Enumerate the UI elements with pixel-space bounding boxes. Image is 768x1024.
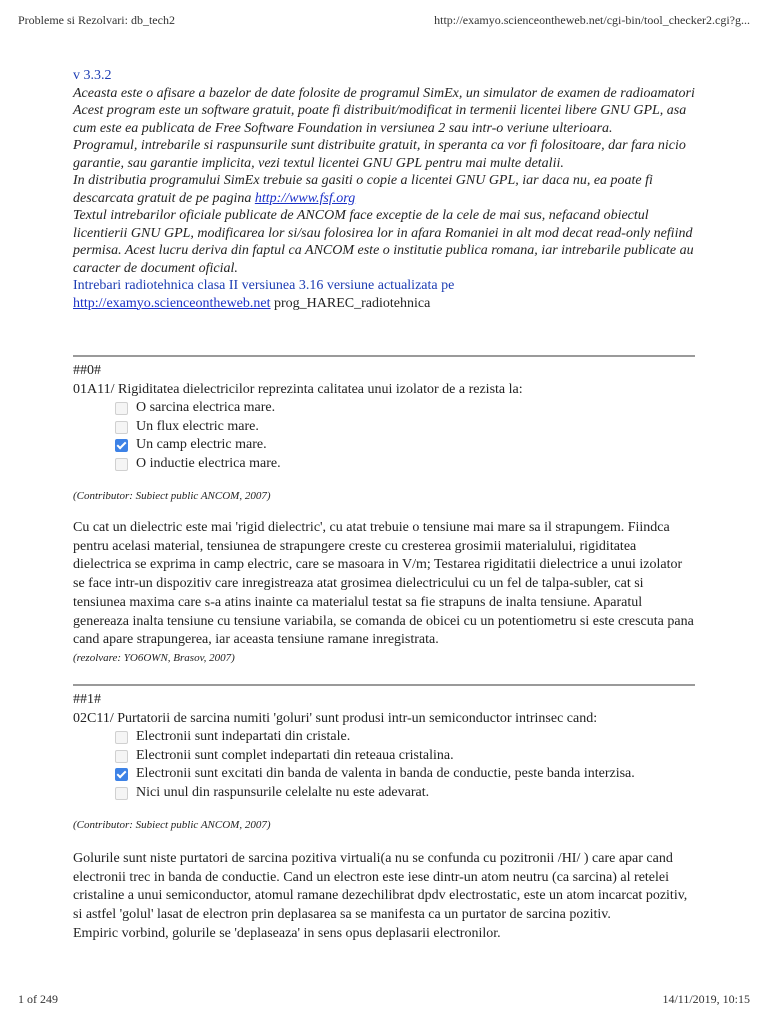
answer-label: Electronii sunt indepartati din cristale. [136, 729, 351, 744]
database-line: Intrebari radiotehnica clasa II versiunea 3.16 versiune actualizata pe [73, 278, 455, 293]
contributor-note: (Contributor: Subiect public ANCOM, 2007) [73, 819, 271, 831]
answer-checkbox[interactable] [115, 402, 128, 415]
explanation-text-2: Empiric vorbind, golurile se 'deplaseaza' in sens opus deplasarii electronilor. [73, 925, 501, 941]
question-text: 02C11/ Purtatorii de sarcina numiti 'goluri' sunt produsi intr-un semiconductor intrinsec cand: [73, 710, 598, 726]
answer-checkbox[interactable] [115, 787, 128, 800]
answer-option [73, 765, 713, 784]
print-header-title: Probleme si Rezolvari: db_tech2 [18, 13, 175, 27]
answer-checkbox-checked[interactable] [115, 768, 128, 781]
intro-paragraph-3: Programul, intrebarile si raspunsurile sunt distribuite gratuit, in speranta ca vor fi folositoare, dar fara nicio garantie, sau garantie implicita, vezi textul licentei GNU GPL pentru mai multe detalii. [73, 138, 686, 171]
question-id: ##0# [73, 363, 101, 378]
answer-option [73, 728, 713, 747]
answer-checkbox-checked[interactable] [115, 439, 128, 452]
version-label: v 3.3.2 [73, 68, 112, 83]
explanation [73, 850, 695, 944]
divider [73, 355, 695, 357]
answer-label: Electronii sunt excitati din banda de valenta in banda de conductie, peste banda interzisa. [136, 766, 635, 781]
answer-option [73, 784, 713, 803]
resolver-note: (rezolvare: YO6OWN, Brasov, 2007) [73, 651, 235, 664]
answer-label: Electronii sunt complet indepartati din reteaua cristalina. [136, 747, 454, 763]
answer-checkbox[interactable] [115, 421, 128, 434]
intro-paragraph-4 [73, 172, 695, 207]
question-id: ##1# [73, 692, 101, 707]
page-counter: 1 of 249 [18, 992, 58, 1006]
intro-paragraph-5: Textul intrebarilor oficiale publicate de ANCOM face exceptie de la cele de mai sus, nefacand obiectul licentierii GNU GPL, modificarea lor si/sau folosirea lor in afara Romaniei in alt mod decat read-only nefiind permisa. Acest lucru deriva din faptul ca ANCOM este o institutie publica romana, iar intrebarile publicate au caracter de document oficial. [73, 208, 694, 276]
answer-option [73, 436, 713, 455]
question-block [73, 362, 713, 473]
examyo-link[interactable]: http://examyo.scienceontheweb.net [73, 295, 271, 311]
database-name: prog_HAREC_radiotehnica [270, 295, 431, 311]
database-link-line [73, 295, 695, 313]
explanation [73, 519, 695, 666]
print-header-url: http://examyo.scienceontheweb.net/cgi-bin/tool_checker2.cgi?g... [434, 13, 750, 27]
answer-option [73, 747, 713, 766]
answer-checkbox[interactable] [115, 731, 128, 744]
answer-label: Un camp electric mare. [136, 437, 267, 452]
answer-label: Un flux electric mare. [136, 418, 259, 434]
divider [73, 684, 695, 686]
print-datetime: 14/11/2019, 10:15 [662, 992, 750, 1006]
intro-section [73, 67, 695, 312]
question-text: 01A11/ Rigiditatea dielectricilor reprezinta calitatea unui izolator de a rezista la: [73, 381, 523, 397]
answer-label: O inductie electrica mare. [136, 455, 281, 471]
answer-option [73, 399, 713, 418]
intro-paragraph-2: Acest program este un software gratuit, poate fi distribuit/modificat in termenii licentei libere GNU GPL, asa cum este ea publicata de Free Software Foundation in versiunea 2 sau intr-o veriune ulterioara. [73, 103, 687, 136]
intro-paragraph-4-text: In distributia programului SimEx trebuie sa gasiti o copie a licentei GNU GPL, iar daca nu, ea poate fi descarcata gratuit de pe pagina [73, 173, 653, 206]
answer-option [73, 418, 713, 437]
intro-paragraph-1: Aceasta este o afisare a bazelor de date folosite de programul SimEx, un simulator de examen de radioamatori [73, 85, 695, 101]
answer-checkbox[interactable] [115, 458, 128, 471]
answer-checkbox[interactable] [115, 750, 128, 763]
answer-label: O sarcina electrica mare. [136, 400, 276, 415]
contributor-note: (Contributor: Subiect public ANCOM, 2007) [73, 490, 271, 502]
explanation-text: Golurile sunt niste purtatori de sarcina pozitiva virtuali(a nu se confunda cu pozitronii /HI/ ) care apar cand electronii trec in banda de conductie. Cand un electron este iese dintr-un atom neutru (ca sarcina) al retelei cristaline a unui semiconductor, atomul ramane dezechilibrat dpdv electrostatic, este un atom incarcat pozitiv, si astfel 'golul' lasat de electron prin deplasarea sa se manifesta ca un purtator de sarcina pozitiv. [73, 851, 688, 923]
fsf-link[interactable]: http://www.fsf.org [254, 190, 356, 206]
answer-option [73, 455, 713, 474]
answer-label: Nici unul din raspunsurile celelalte nu este adevarat. [136, 784, 430, 800]
explanation-text: Cu cat un dielectric este mai 'rigid dielectric', cu atat trebuie o tensiune mai mare sa il strapungem. Fiindca pentru acelasi material, tensiunea de strapungere creste cu cresterea grosimii materialului, rigiditatea dielectrica se exprima in camp electric, care se masoara in V/m; Testarea rigiditatii dielectrice a unui izolator se face intr-un dispozitiv care inregistreaza atat grosimea dielectricului cu un fel de talpa-subler, cat si tensiunea maxima care s-a atins inainte ca materialul testat sa fie strapuns de inalta tensiune. Aparatul genereaza inalta tensiune cu tensiune variabila, se comanda de obicei cu un potentiometru si este crescuta pana cand apare strapungerea, iar aceasta tensiune ramane inregistrata. [73, 520, 694, 648]
question-block [73, 691, 713, 802]
